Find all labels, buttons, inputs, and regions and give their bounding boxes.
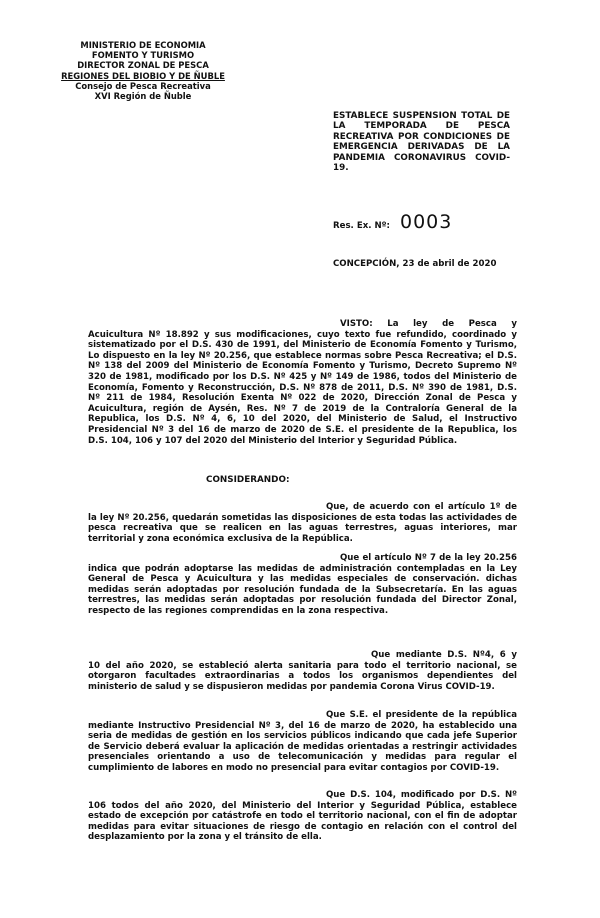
considerando-paragraph: Que el artículo Nº 7 de la ley 20.256 indica que podrán adoptarse las medidas de administración contempladas en la Ley General de Pesca y Acuicultura y las medidas especiales de conservación. dichas medidas serán adoptadas por resolución fundada de la Subsecretaría. En las aguas terrestres, las medidas serán adoptadas por resolución fundada del Director Zonal, respecto de las regiones comprendidas en la zona respectiva. xyxy=(88,553,517,616)
considerando-paragraph: Que D.S. 104, modificado por D.S. Nº 106 todos del año 2020, del Ministerio del Interior y Seguridad Pública, establece estado de excepción por catástrofe en todo el territorio nacional, con el fin de adoptar medidas para evitar situaciones de riesgo de contagio en relación con el control del desplazamiento por la zona y el tránsito de ella. xyxy=(88,790,517,843)
header-line: XVI Región de Ñuble xyxy=(94,91,192,102)
visto-paragraph: VISTO: La ley de Pesca y Acuicultura Nº 18.892 y sus modificaciones, cuyo texto fue refundido, coordinado y sistematizado por el D.S. 430 de 1991, del Ministerio de Economía Fomento y Turismo, Lo dispuesto en la ley Nº 20.256, que establece normas sobre Pesca Recreativa; el D.S. Nº 138 del 2009 del Ministerio de Economía Fomento y Turismo, Decreto Supremo Nº 320 de 1981, modificado por los D.S. Nº 425 y Nº 149 de 1986, todos del Ministerio de Economía, Fomento y Reconstrucción, D.S. Nº 878 de 2011, D.S. Nº 390 de 1981, D.S. Nº 211 de 1984, Resolución Exenta Nº 022 de 2020, Dirección Zonal de Pesca y Acuicultura, región de Aysén, Res. Nº 7 de 2019 de la Contraloría General de la Republica, los D.S. Nº 4, 6, 10 del 2020, del Ministerio de Salud, el Instructivo Presidencial Nº 3 del 16 de marzo de 2020 de S.E. el presidente de la Republica, los D.S. 104, 106 y 107 del 2020 del Ministerio del Interior y Seguridad Pública. xyxy=(88,319,517,446)
considerando-heading: CONSIDERANDO: xyxy=(206,475,290,485)
header-line: Consejo de Pesca Recreativa xyxy=(75,80,211,91)
header-line: MINISTERIO DE ECONOMIA xyxy=(80,40,206,50)
considerando-paragraph: Que S.E. el presidente de la república mediante Instructivo Presidencial Nº 3, del 16 de marzo de 2020, ha establecido una seria de medidas de gestión en los servicios públicos indicando que cada jefe Superior de Servicio deberá evaluar la aplicación de medidas orientadas a restringir actividades presenciales orientando a uso de telecomunicación y medidas para regular el cumplimiento de labores en modo no presencial para evitar contagios por COVID-19. xyxy=(88,710,517,773)
resolution-title: ESTABLECE SUSPENSION TOTAL DE LA TEMPORADA DE PESCA RECREATIVA POR CONDICIONES DE EMERGENCIA DERIVADAS DE LA PANDEMIA CORONAVIRUS COVID-19. xyxy=(333,111,510,174)
resolution-label: Res. Ex. Nº: xyxy=(333,221,390,231)
place-date: CONCEPCIÓN, 23 de abril de 2020 xyxy=(333,259,497,269)
ministry-header xyxy=(58,40,228,101)
considerando-paragraph: Que, de acuerdo con el artículo 1º de la ley Nº 20.256, quedarán sometidas las disposiciones de esta todas las actividades de pesca recreativa que se realicen en las aguas terrestres, aguas interiores, mar territorial y zona económica exclusiva de la República. xyxy=(88,502,517,544)
resolution-number: 0003 xyxy=(400,211,453,233)
considerando-paragraph: Que mediante D.S. Nº4, 6 y 10 del año 2020, se estableció alerta sanitaria para todo el territorio nacional, se otorgaron facultades extraordinarias a todos los organismos dependientes del ministerio de salud y se dispusieron medidas por pandemia Corona Virus COVID-19. xyxy=(88,650,517,692)
header-line: FOMENTO Y TURISMO xyxy=(91,50,195,61)
header-line: REGIONES DEL BIOBIO Y DE ÑUBLE xyxy=(61,70,225,81)
header-line: DIRECTOR ZONAL DE PESCA xyxy=(77,60,209,71)
